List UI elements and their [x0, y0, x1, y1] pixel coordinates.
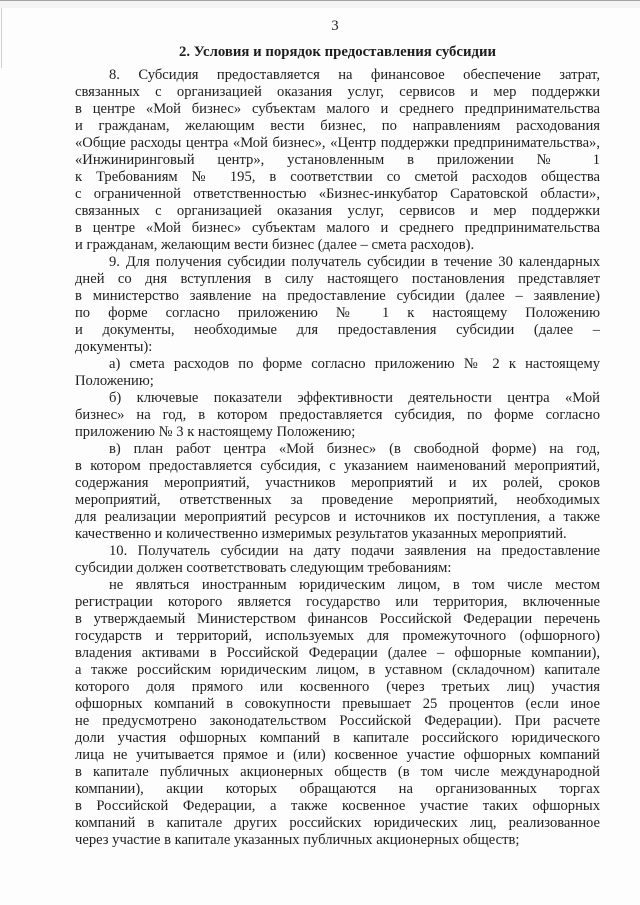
text-line: а) смета расходов по форме согласно приложению № 2 к настоящему: [109, 356, 600, 372]
text-line: Положению;: [75, 373, 154, 389]
text-line: связанных с организацией оказания услуг, сервисов и мер поддержки: [75, 84, 600, 100]
text-line: для реализации мероприятий ресурсов и источников их поступления, а также: [75, 509, 600, 525]
text-line: субсидии должен соответствовать следующим требованиям:: [75, 560, 452, 576]
text-line: через участие в капитале указанных публичных акционерных обществ;: [75, 832, 520, 848]
text-line: 8. Субсидия предоставляется на финансовое обеспечение затрат,: [109, 67, 600, 83]
scan-edge-top-band: [0, 1, 640, 8]
text-line: в котором предоставляется субсидия, с указанием наименований мероприятий,: [75, 458, 600, 474]
text-line: которого доля прямого или косвенного (через третьих лиц) участия: [75, 679, 600, 695]
text-line: содержания мероприятий, участников мероприятий и их ролей, сроков: [75, 475, 600, 491]
text-line: доли участия офшорных компаний в капитале российского юридического: [75, 730, 600, 746]
text-line: «Общие расходы центра «Мой бизнес», «Центр поддержки предпринимательства»,: [75, 135, 600, 151]
text-line: бизнес» на год, в котором предоставляется субсидия, по форме согласно: [75, 407, 600, 423]
text-line: дней со дня вступления в силу настоящего постановления представляет: [75, 271, 600, 287]
text-line: к Требованиям № 195, в соответствии со сметой расходов общества: [75, 169, 600, 185]
text-line: в центре «Мой бизнес» субъектам малого и среднего предпринимательства: [75, 220, 600, 236]
text-line: приложению № 3 к настоящему Положению;: [75, 424, 356, 440]
page-number: 3: [331, 18, 339, 34]
text-line: документы):: [75, 339, 153, 355]
text-line: 10. Получатель субсидии на дату подачи заявления на предоставление: [109, 543, 600, 559]
text-line: компаний в капитале других российских юридических лиц, реализованное: [75, 815, 600, 831]
text-line: в центре «Мой бизнес» субъектам малого и среднего предпринимательства: [75, 101, 600, 117]
text-line: и гражданам, желающим вести бизнес (далее – смета расходов).: [75, 237, 475, 253]
text-line: в) план работ центра «Мой бизнес» (в свободной форме) на год,: [109, 441, 600, 457]
section-heading: 2. Условия и порядок предоставления субсидии: [178, 44, 497, 60]
text-line: в утверждаемый Министерством финансов Российской Федерации перечень: [75, 611, 600, 627]
text-line: в капитале публичных акционерных обществ (в том числе международной: [75, 764, 600, 780]
text-line: компании), акции которых обращаются на организованных торгах: [75, 781, 600, 797]
text-line: б) ключевые показатели эффективности деятельности центра «Мой: [109, 390, 600, 406]
text-line: владения активами в Российской Федерации (далее – офшорные компании),: [75, 645, 600, 661]
text-line: а также российским юридическим лицом, в уставном (складочном) капитале: [75, 662, 600, 678]
text-line: офшорных компаний в совокупности превышает 25 процентов (если иное: [75, 696, 600, 712]
document-body: [75, 67, 600, 849]
text-line: и документы, необходимые для предоставления субсидии (далее –: [75, 322, 600, 338]
text-line: 9. Для получения субсидии получатель субсидии в течение 30 календарных: [109, 254, 600, 270]
text-line: с ограниченной ответственностью «Бизнес-инкубатор Саратовской области»,: [75, 186, 600, 202]
text-line: качественно и количественно измеримых результатов указанных мероприятий.: [75, 526, 567, 542]
text-line: и гражданам, желающим вести бизнес, по направлениям расходования: [75, 118, 600, 134]
text-line: лица не учитывается прямое и (или) косвенное участие офшорных компаний: [75, 747, 600, 763]
scan-edge-left-line: [1, 8, 2, 68]
text-line: по форме согласно приложению № 1 к настоящему Положению: [75, 305, 600, 321]
text-line: регистрации которого является государство или территория, включенные: [75, 594, 600, 610]
text-line: мероприятий, ответственных за проведение мероприятий, необходимых: [75, 492, 600, 508]
text-line: в министерство заявление на предоставление субсидии (далее – заявление): [75, 288, 600, 304]
text-line: «Инжиниринговый центр», установленным в приложении № 1: [75, 152, 600, 168]
text-line: связанных с организацией оказания услуг, сервисов и мер поддержки: [75, 203, 600, 219]
text-line: в Российской Федерации, а также косвенное участие таких офшорных: [75, 798, 600, 814]
text-line: не являться иностранным юридическим лицом, в том числе местом: [109, 577, 600, 593]
text-line: государств и территорий, используемых для промежуточного (офшорного): [75, 628, 600, 644]
text-line: не предусмотрено законодательством Российской Федерации). При расчете: [75, 713, 600, 729]
